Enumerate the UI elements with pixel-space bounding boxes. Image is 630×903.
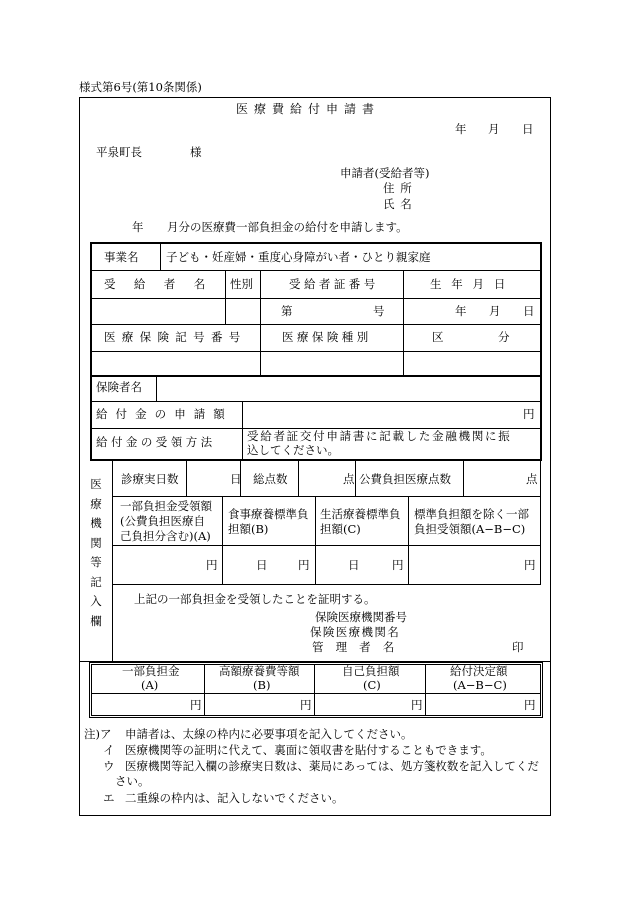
category-label-2: 分	[498, 330, 510, 344]
summary-yen-1: 円	[190, 698, 202, 712]
public-points-label: 公費負担医療点数	[359, 472, 451, 486]
receive-method-value-1: 受給者証交付申請書に記載した金融機関に振	[247, 429, 512, 443]
col-b-day: 日	[256, 558, 268, 572]
col-b-yen: 円	[298, 558, 310, 572]
recipient-name-label: 受給者名	[104, 277, 224, 291]
certify-text: 上記の一部負担金を受領したことを証明する。	[134, 592, 376, 606]
insurance-number-label: 医療保険記号番号	[104, 330, 247, 344]
insurer-name-label: 保険者名	[96, 380, 142, 394]
note-2-mark: イ	[103, 743, 115, 757]
receive-method-label: 給付金の受領方法	[96, 435, 216, 449]
name-label: 氏名	[383, 197, 418, 211]
cert-number-label: 受給者証番号	[289, 277, 379, 291]
addressee: 平泉町長	[96, 145, 142, 159]
summary-h2: 高額療養費等額	[219, 664, 300, 678]
summary-h1: 一部負担金	[122, 664, 180, 678]
note-4-mark: エ	[103, 791, 115, 805]
summary-h3b: (C)	[363, 678, 381, 692]
birthdate-label: 生年月日	[430, 277, 516, 291]
form-title: 医療費給付申請書	[236, 102, 381, 116]
amount-unit: 円	[523, 407, 535, 421]
honorific: 様	[190, 145, 202, 159]
col-d-yen: 円	[524, 558, 536, 572]
category-label: 区	[432, 330, 444, 344]
public-points-unit: 点	[526, 472, 538, 486]
inst-name-label: 保険医療機関名	[310, 625, 401, 639]
col-a-line3: 己負担分含む)(A)	[120, 529, 211, 543]
days-label: 診療実日数	[121, 472, 179, 486]
cert-go: 号	[373, 304, 385, 318]
note-3a: 医療機関等記入欄の診療実日数は、薬局にあっては、処方箋枚数を記入してくだ	[125, 759, 539, 773]
col-d-line1: 標準負担額を除く一部	[414, 507, 529, 521]
summary-h2b: (B)	[253, 678, 271, 692]
note-1-mark: 注)ア	[84, 727, 112, 741]
note-3-mark: ウ	[103, 759, 115, 773]
col-c-line2: 担額(C)	[320, 522, 361, 536]
birth-day: 日	[523, 304, 535, 318]
col-c-line1: 生活療養標準負	[320, 507, 401, 521]
cert-dai: 第	[281, 304, 293, 318]
seal-mark: 印	[512, 640, 524, 654]
note-2: 医療機関等の証明に代えて、裏面に領収書を貼付することもできます。	[125, 743, 492, 757]
days-unit: 日	[230, 472, 242, 486]
summary-h4: 給付決定額	[450, 664, 508, 678]
date-month: 月	[488, 122, 500, 136]
points-label: 総点数	[253, 472, 288, 486]
receive-method-value-2: 込してください。	[247, 443, 339, 457]
summary-h4b: (A−B−C)	[453, 678, 507, 692]
date-year: 年	[455, 122, 467, 136]
business-value: 子ども・妊産婦・重度心身障がい者・ひとり親家庭	[166, 250, 431, 264]
business-label: 事業名	[104, 250, 139, 264]
points-unit: 点	[343, 472, 355, 486]
summary-yen-4: 円	[524, 698, 536, 712]
note-3b: さい。	[115, 774, 150, 788]
col-d-line2: 負担受領額(A−B−C)	[414, 522, 526, 536]
statement-year: 年	[132, 220, 144, 234]
medical-side-label: 医 療 機 関 等 記 入 欄	[90, 477, 102, 628]
summary-yen-3: 円	[411, 698, 423, 712]
col-a-yen: 円	[206, 558, 218, 572]
col-a-line1: 一部負担金受領額	[120, 499, 212, 513]
summary-yen-2: 円	[300, 698, 312, 712]
note-1: 申請者は、太線の枠内に必要事項を記入してください。	[125, 727, 413, 741]
inst-code-label: 保険医療機関番号	[315, 610, 407, 624]
col-b-line2: 担額(B)	[228, 522, 269, 536]
insurance-type-label: 医療保険種別	[282, 330, 372, 344]
col-c-yen: 円	[392, 558, 404, 572]
date-day: 日	[522, 122, 534, 136]
col-b-line1: 食事療養標準負	[228, 507, 309, 521]
statement: 月分の医療費一部負担金の給付を申請します。	[167, 220, 408, 234]
manager-label: 管理者名	[312, 640, 407, 654]
summary-h1b: (A)	[141, 678, 159, 692]
birth-year: 年	[455, 304, 467, 318]
address-label: 住所	[383, 181, 418, 195]
amount-label: 給付金の申請額	[96, 407, 233, 421]
col-a-line2: (公費負担医療自	[120, 514, 205, 528]
summary-h3: 自己負担額	[342, 664, 400, 678]
form-number: 様式第6号(第10条関係)	[79, 80, 202, 94]
note-4: 二重線の枠内は、記入しないでください。	[125, 791, 344, 805]
gender-label: 性別	[230, 277, 253, 291]
applicant-label: 申請者(受給者等)	[340, 166, 430, 180]
birth-month: 月	[489, 304, 501, 318]
col-c-day: 日	[348, 558, 360, 572]
